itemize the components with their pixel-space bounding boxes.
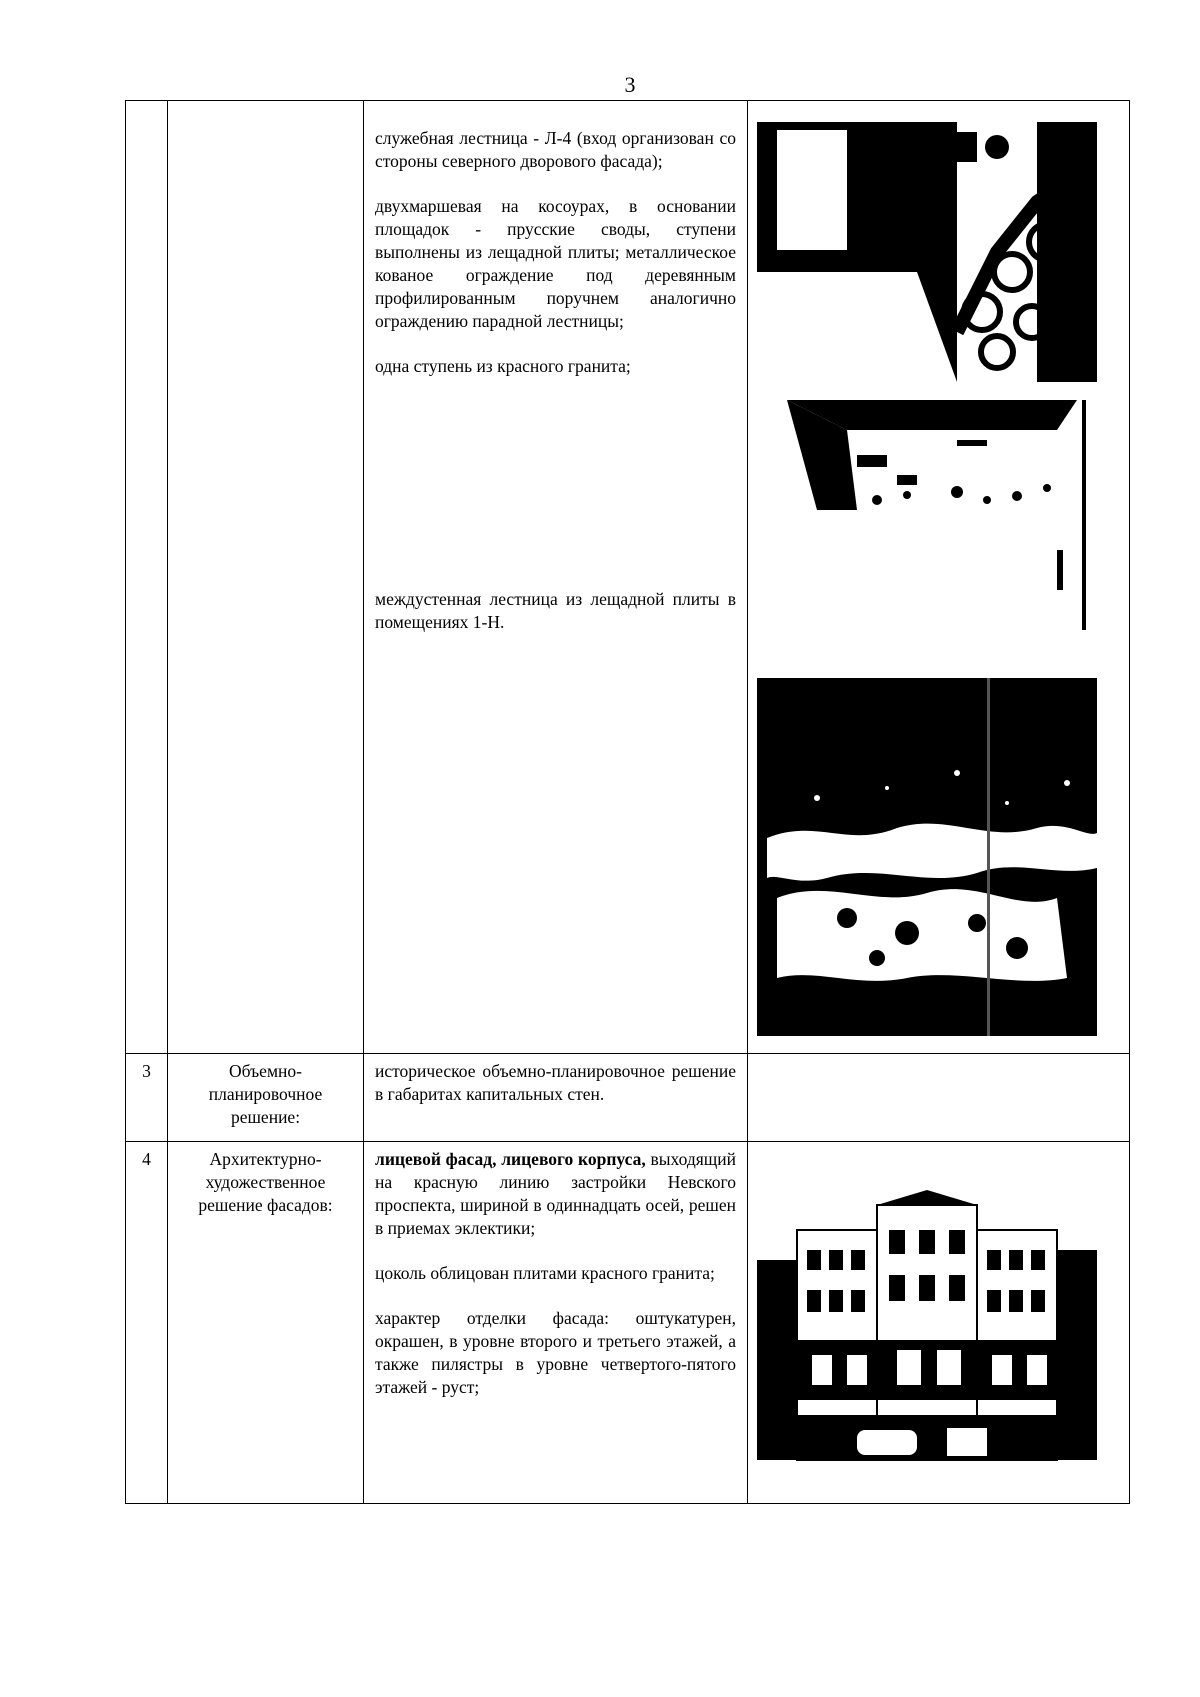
paragraph-planning: историческое объемно-планировочное решение в габаритах капитальных стен. [375,1061,736,1104]
row-description [364,1142,748,1504]
paragraph-service-stair: служебная лестница - Л-4 (вход организован со стороны северного дворового фасада); [375,128,736,171]
row-description [364,1054,748,1142]
paragraph-facade [375,1148,736,1240]
row-name [168,101,364,1054]
row-name: Архитектурно-художественное решение фасадов: [168,1142,364,1504]
row-photos [748,1054,1130,1142]
table-row [126,1054,1130,1142]
photo-service-staircase [757,122,1097,382]
paragraph-interwall-stair: междустенная лестница из лещадной плиты в помещениях 1-Н. [375,589,736,632]
row-description [364,101,748,1054]
photo-interwall-stair [757,678,1097,1036]
row-name: Объемно-планировочное решение: [168,1054,364,1142]
row-number [126,101,168,1054]
paragraph-granite-step: одна ступень из красного гранита; [375,356,631,376]
row-number: 4 [126,1142,168,1504]
photo-granite-step [757,400,1097,640]
photo-facade [757,1190,1097,1462]
page-number: 3 [624,72,636,97]
row-number: 3 [126,1054,168,1142]
paragraph-two-flight: двухмаршевая на косоурах, в основании площадок - прусские своды, ступени выполнены из лещадной плиты; металлическое кованое ограждение под деревянным профилированным поручнем аналогично ограждению парадной лестницы; [375,196,736,331]
facade-text: выходящий на красную линию застройки Невского проспекта, шириной в одиннадцать осей, решен в приемах эклектики; [375,1149,737,1238]
paragraph-finish: характер отделки фасада: оштукатурен, окрашен, в уровне второго и третьего этажей, а также пилястры в уровне четвертого-пятого этажей - руст; [375,1308,736,1397]
paragraph-plinth: цоколь облицован плитами красного гранита; [375,1263,715,1283]
facade-bold-lead: лицевой фасад, лицевого корпуса, [375,1149,646,1169]
